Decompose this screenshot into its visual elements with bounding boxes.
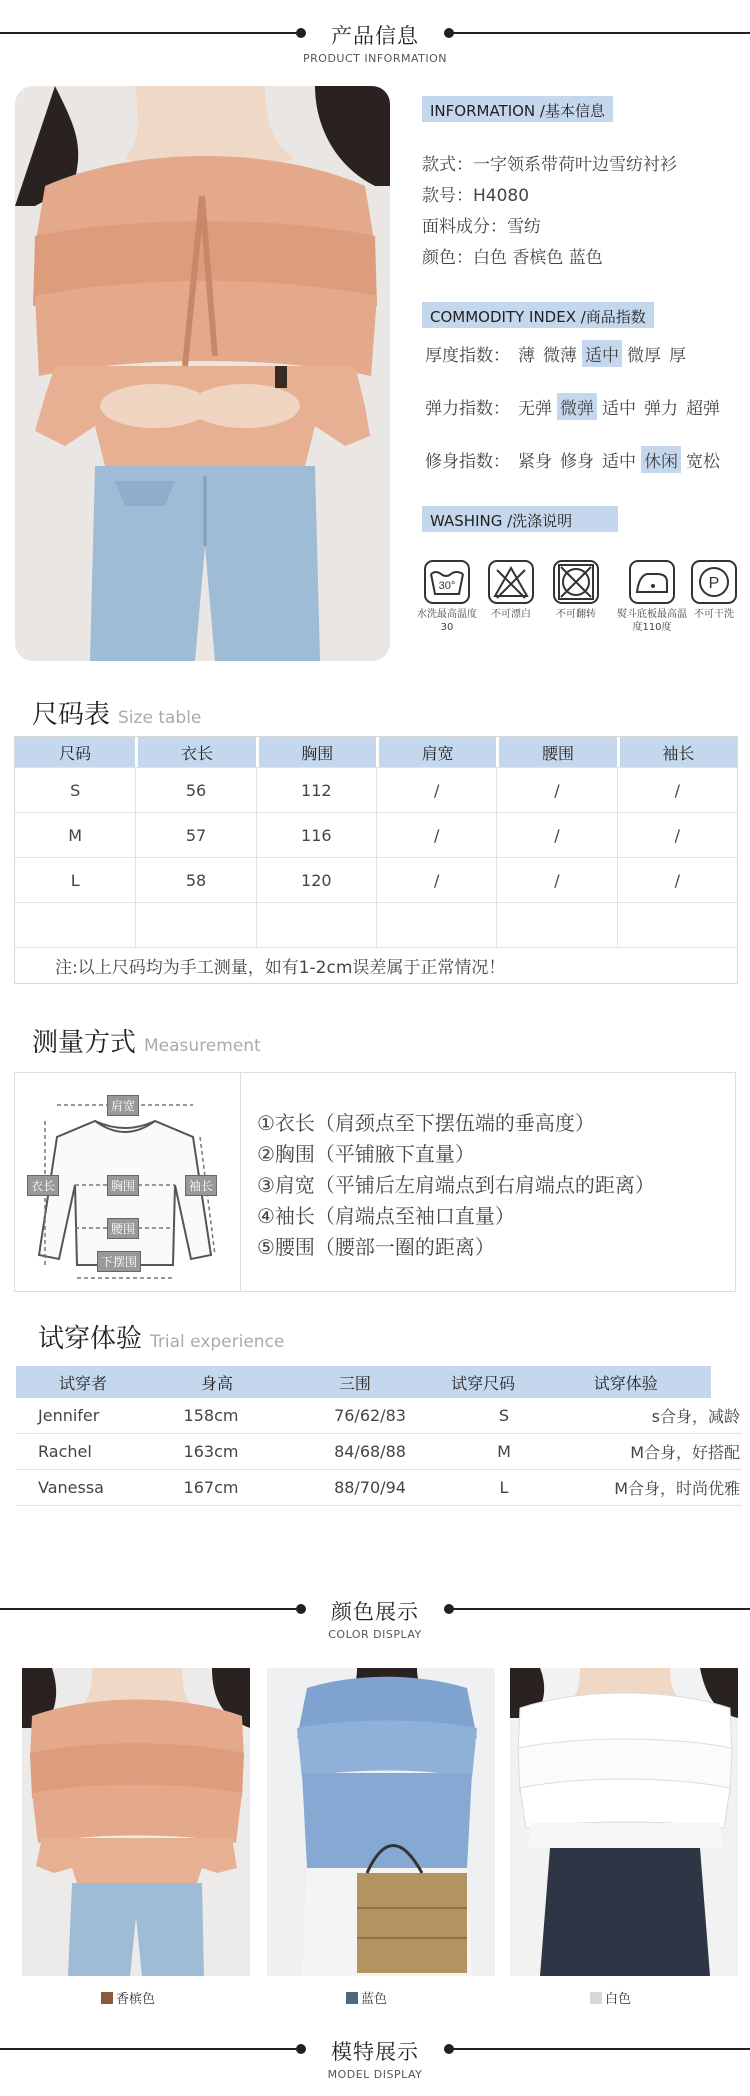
table-cell [256,903,376,947]
shoulder-label: 肩宽 [107,1095,139,1116]
elasticity-index-row [422,393,725,419]
wash-caption: 不可干洗 [694,609,734,620]
size-table-header-cell: 衣长 [135,737,255,767]
table-row [16,1434,742,1470]
banner-subtitle: PRODUCT INFORMATION [303,52,447,65]
color-label-blue [346,1988,387,2007]
table-cell: Jennifer [38,1406,100,1425]
measure-line-chest: ②胸围（平铺腋下直量） [257,1142,475,1166]
color-name: 蓝色 [361,1992,388,2007]
table-cell: 88/70/94 [334,1478,406,1497]
size-table-header-cell: 肩宽 [376,737,496,767]
measurement-title: 测量方式 [32,1028,137,1058]
wash-caption: 水洗最高温度30 [417,609,477,633]
color-swatch [101,1992,113,2004]
table-cell: 58 [135,858,255,902]
iron-110-icon [629,560,675,604]
dry-clean-letter: P [708,575,720,592]
index-option-selected: 适中 [582,340,622,367]
table-cell [617,903,737,947]
table-cell: S [70,780,81,800]
color-photo-champagne [22,1668,250,1976]
table-cell: / [617,768,737,812]
no-tumble-dry-item [546,560,606,621]
size-table-header-cell: 腰围 [496,737,616,767]
table-cell: 116 [256,813,376,857]
measurement-subtitle: Measurement [144,1036,261,1056]
table-row [15,857,737,902]
index-option: 适中 [602,452,636,472]
banner-rule-right [452,32,750,34]
index-option: 宽松 [686,452,720,472]
style-line: 款式：一字领系带荷叶边雪纺衬衫 [422,155,677,175]
color-label-white [590,1988,631,2007]
item-number-line: 款号：H4080 [422,186,530,206]
trial-header-cell: 试穿尺码 [451,1373,516,1393]
table-cell: / [496,768,616,812]
trial-table [16,1366,742,1506]
table-cell [15,903,135,947]
color-swatch [346,1992,358,2004]
table-cell: Rachel [38,1442,92,1461]
trial-header-cell: 试穿者 [59,1373,108,1393]
index-option-selected: 休闲 [641,446,681,473]
iron-110-item [617,560,687,634]
table-cell: M合身，好搭配 [630,1443,740,1462]
index-option: 修身 [560,452,594,472]
table-cell: L [70,870,80,890]
waist-label: 腰围 [107,1218,139,1239]
banner-subtitle: MODEL DISPLAY [327,2068,423,2081]
index-option: 紧身 [518,452,552,472]
index-label: 弹力指数： [425,399,510,419]
measure-line-length: ①衣长（肩颈点至下摆伍端的垂高度） [257,1111,595,1135]
color-swatch [590,1992,602,2004]
table-cell: 76/62/83 [334,1406,406,1425]
size-table [14,736,738,984]
model-display-banner [0,2034,750,2094]
banner-subtitle: COLOR DISPLAY [328,1628,422,1641]
table-cell: 120 [256,858,376,902]
table-row [15,812,737,857]
thickness-index-row [422,340,691,366]
table-cell: 57 [135,813,255,857]
measurement-divider [240,1073,241,1291]
size-table-heading [32,694,201,731]
index-label: 厚度指数： [425,346,510,366]
table-cell: / [376,858,496,902]
banner-title: 颜色展示 [331,1600,419,1624]
size-table-note: 注:以上尺码均为手工测量，如有1-2cm误差属于正常情况！ [15,947,737,983]
trial-header-cell: 身高 [201,1373,234,1393]
table-row [15,902,737,947]
table-cell: 112 [256,768,376,812]
wash-30-icon [424,560,470,604]
index-option: 弹力 [644,399,678,419]
fabric-line: 面料成分：雪纺 [422,217,541,237]
size-table-title: 尺码表 [32,700,111,730]
table-cell [135,903,255,947]
table-cell [376,903,496,947]
color-name: 白色 [605,1992,632,2007]
measure-line-shoulder: ③肩宽（平铺后左肩端点到右肩端点的距离） [257,1173,655,1197]
trial-heading [38,1318,284,1355]
table-cell: / [617,813,737,857]
index-option: 无弹 [518,399,552,419]
commodity-index-tag: COMMODITY INDEX /商品指数 [422,302,654,328]
trial-header-cell: 试穿体验 [593,1373,658,1393]
trial-header-cell: 三围 [338,1373,371,1393]
basic-info-tag: INFORMATION /基本信息 [422,96,613,122]
table-cell: / [376,768,496,812]
size-table-header-row [15,737,737,767]
banner-title: 模特展示 [331,2040,419,2064]
size-table-header-cell: 尺码 [15,737,135,767]
index-option: 微薄 [543,346,577,366]
table-cell: 167cm [183,1478,239,1497]
fit-index-row [422,446,725,472]
table-cell: Vanessa [38,1478,104,1497]
measurement-box [14,1072,736,1292]
no-tumble-dry-icon [553,560,599,604]
table-cell [496,903,616,947]
index-option: 厚 [669,346,686,366]
table-cell: 56 [135,768,255,812]
product-info-banner [0,18,750,78]
color-label-champagne [101,1988,155,2007]
index-option: 薄 [518,346,535,366]
wash-caption: 熨斗底板最高温度110度 [617,609,687,633]
wash-caption: 不可翻转 [556,609,596,620]
color-photo-white [510,1668,738,1976]
size-table-subtitle: Size table [118,708,202,728]
measure-line-waist: ⑤腰围（腰部一圈的距离） [257,1235,495,1259]
wash-30-item [417,560,477,634]
table-cell: M [68,825,83,845]
table-cell: 84/68/88 [334,1442,406,1461]
size-table-header-cell: 胸围 [256,737,376,767]
washing-tag: WASHING /洗涤说明 [422,506,618,532]
wash-caption: 不可漂白 [491,609,531,620]
index-option: 微厚 [627,346,661,366]
sleeve-label: 袖长 [185,1175,217,1196]
no-bleach-item [481,560,541,621]
banner-rule-right [452,1608,750,1610]
wash-temp-text: 30° [438,580,456,592]
table-cell: M合身，时尚优雅 [614,1479,740,1498]
dry-clean-p-icon [691,560,737,604]
measurement-heading [32,1022,261,1059]
length-label: 衣长 [27,1175,59,1196]
table-row [16,1398,742,1434]
dry-clean-item [684,560,744,621]
product-photo [15,86,390,661]
color-photo-blue [267,1668,495,1976]
table-cell: 158cm [183,1406,239,1425]
no-bleach-icon [488,560,534,604]
table-row [16,1470,742,1506]
colors-line: 颜色：白色 香槟色 蓝色 [422,248,603,268]
banner-rule-right [452,2048,750,2050]
trial-subtitle: Trial experience [150,1332,285,1352]
table-row [15,767,737,812]
index-label: 修身指数： [425,452,510,472]
table-cell: S [498,1406,510,1425]
hem-label: 下摆围 [97,1251,141,1272]
index-option: 超弹 [686,399,720,419]
trial-table-header-row [16,1366,711,1398]
table-cell: L [499,1478,509,1497]
table-cell: / [496,858,616,902]
table-cell: / [617,858,737,902]
index-option-selected: 微弹 [557,393,597,420]
table-cell: M [497,1442,511,1461]
color-display-banner [0,1594,750,1654]
table-cell: 163cm [183,1442,239,1461]
banner-title: 产品信息 [331,24,419,48]
measure-line-sleeve: ④袖长（肩端点至袖口直量） [257,1204,515,1228]
trial-title: 试穿体验 [38,1324,143,1354]
size-table-header-cell: 袖长 [617,737,737,767]
table-cell: s合身，减龄 [651,1407,740,1426]
table-cell: / [376,813,496,857]
table-cell: / [496,813,616,857]
chest-label: 胸围 [107,1175,139,1196]
color-name: 香槟色 [116,1992,156,2007]
index-option: 适中 [602,399,636,419]
